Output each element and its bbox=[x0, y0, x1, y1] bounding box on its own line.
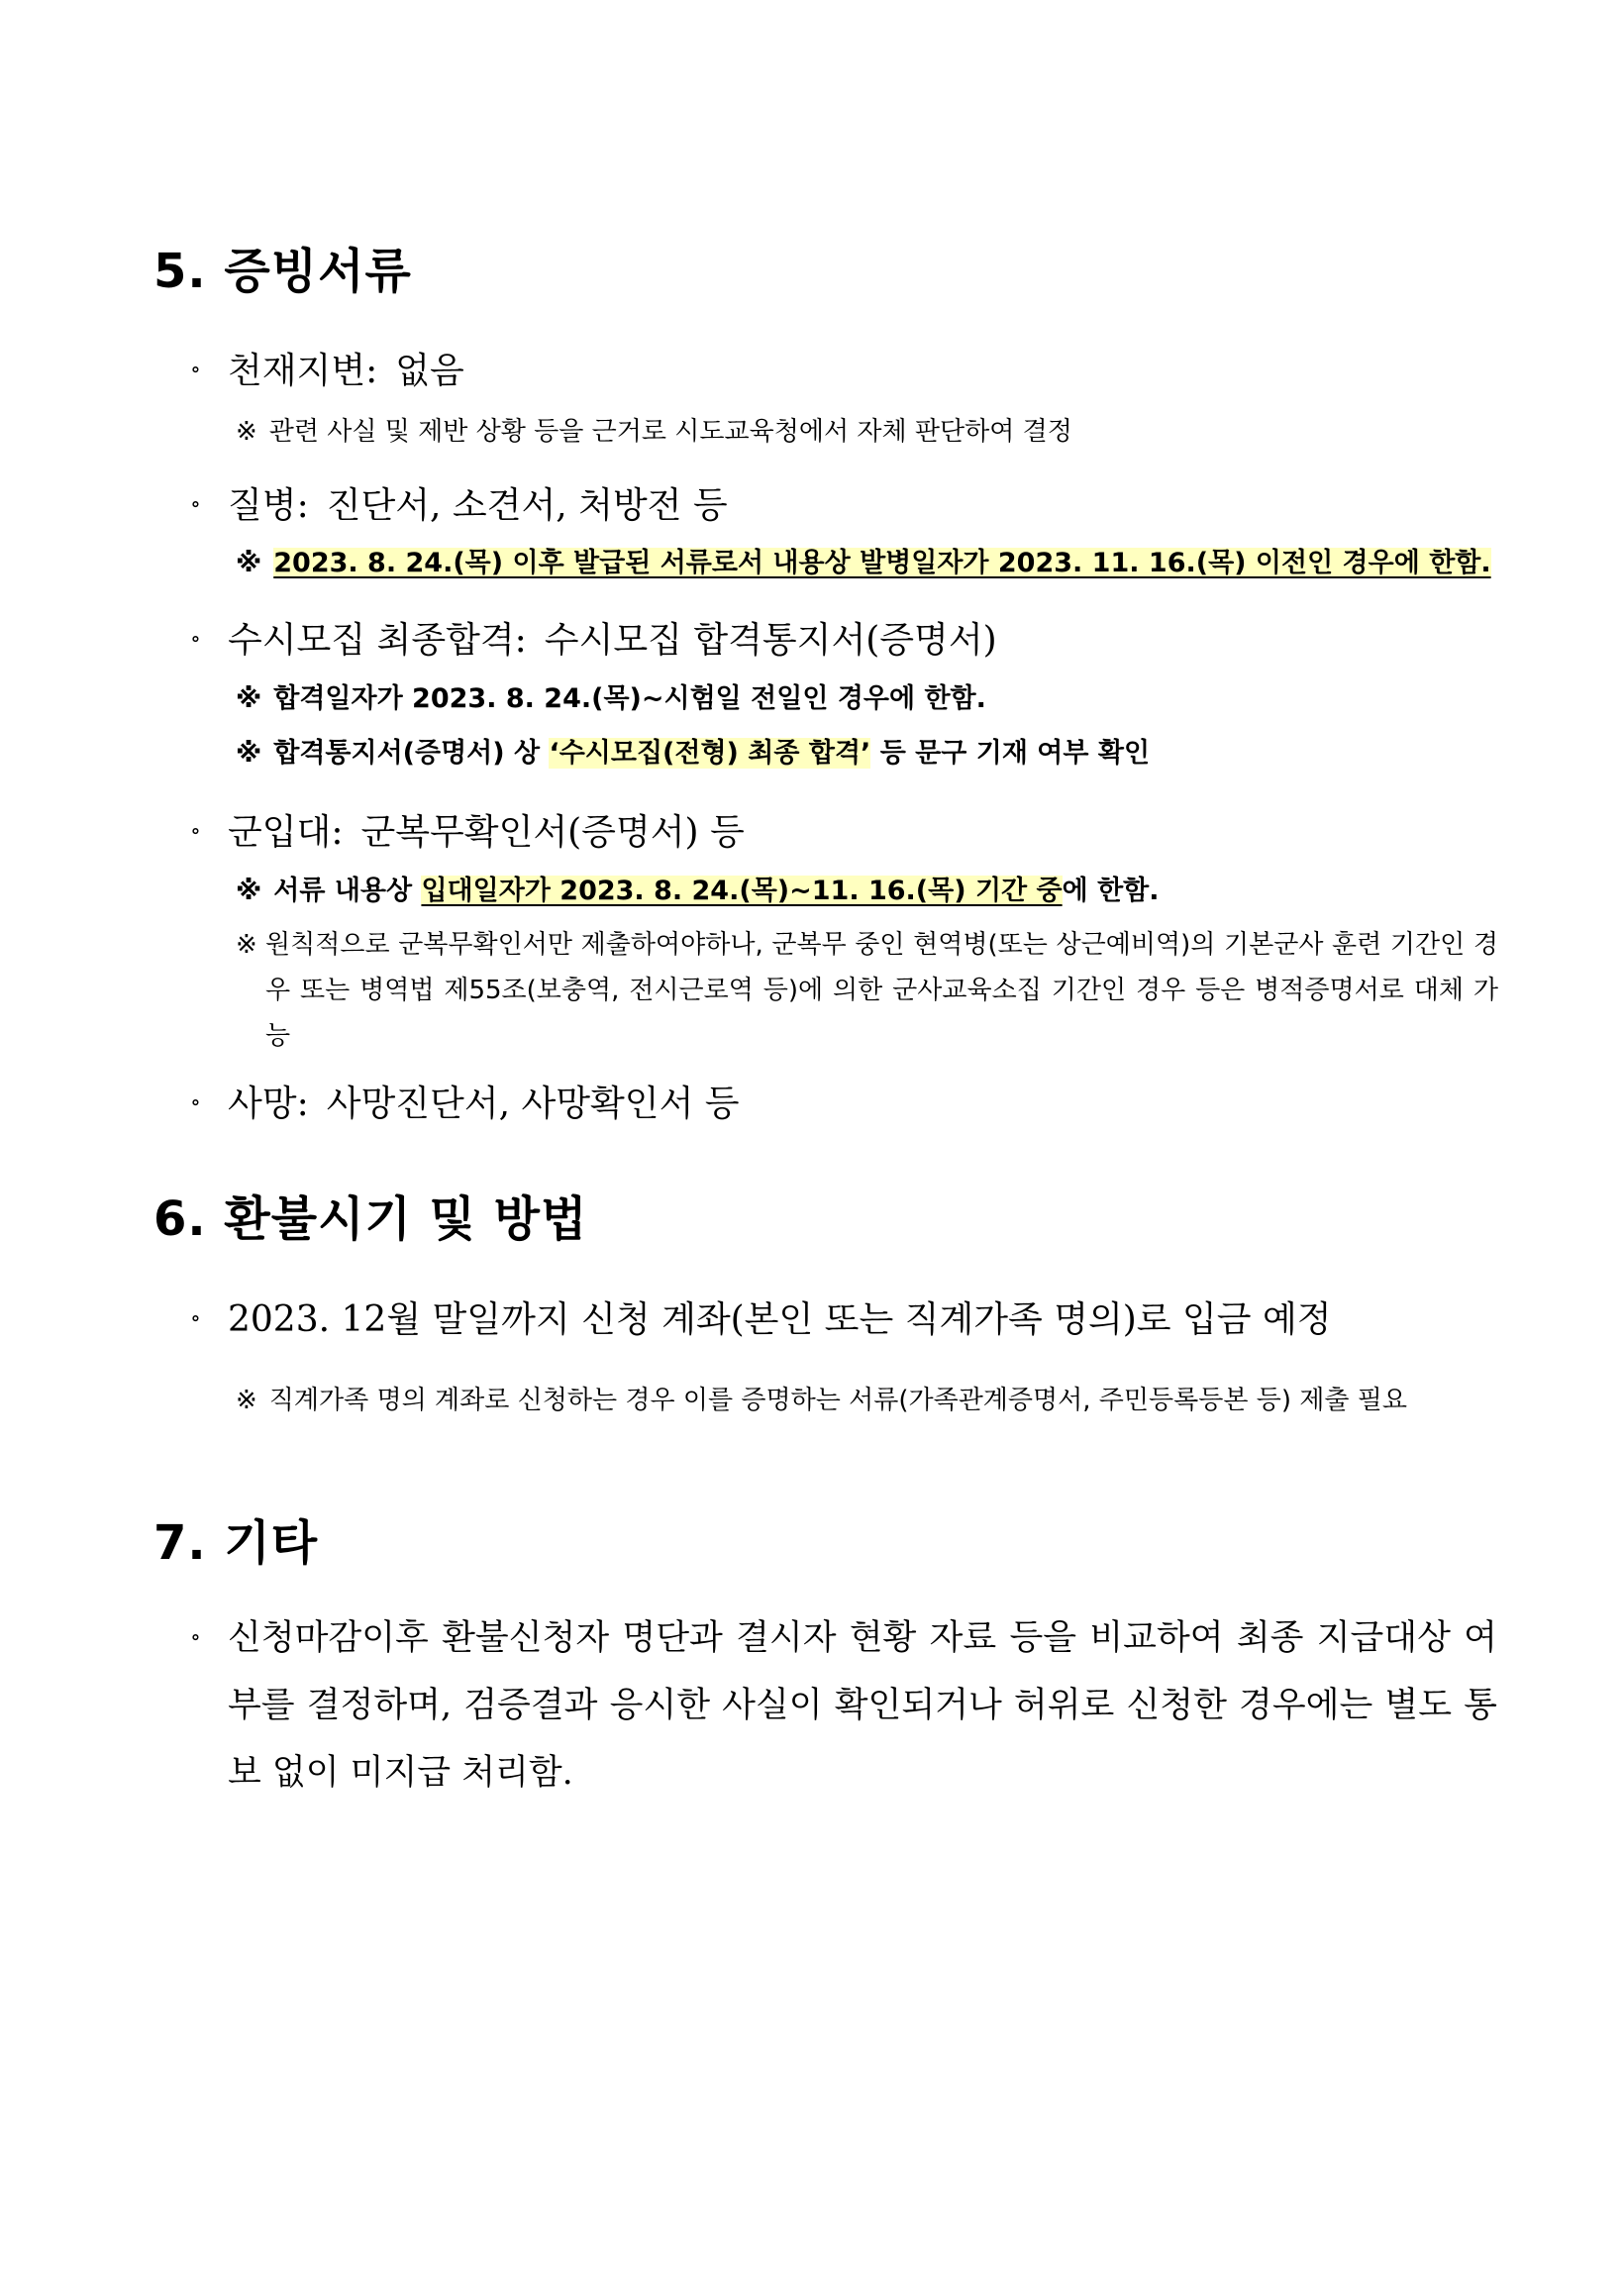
note-early-admission-1 bbox=[236, 679, 986, 719]
bullet-desc: 군복무확인서(증명서) 등 bbox=[360, 812, 745, 853]
note-text: 관련 사실 및 제반 상황 등을 근거로 시도교육청에서 자체 판단하여 결정 bbox=[268, 417, 1072, 447]
note-illness bbox=[236, 544, 1491, 583]
bullet-desc: 사망진단서, 사망확인서 등 bbox=[326, 1084, 740, 1124]
bullet-term: 군입대 : bbox=[228, 812, 360, 853]
note-disaster bbox=[236, 412, 1072, 452]
bullet-desc: 수시모집 합격통지서(증명서) bbox=[544, 620, 997, 661]
bullet-mark: ∘ bbox=[190, 358, 201, 382]
bullet-desc: 2023. 12월 말일까지 신청 계좌(본인 또는 직계가족 명의)로 입금 예정 bbox=[228, 1299, 1332, 1340]
section-7-title: 7. 기타 bbox=[153, 1515, 319, 1571]
note-text: 에 한함. bbox=[1062, 876, 1160, 906]
paragraph-text: 신청마감이후 환불신청자 명단과 결시자 현황 자료 등을 비교하여 최종 지급대상 여부를 결정하며, 검증결과 응시한 사실이 확인되거나 허위로 신청한 경우에는 별도 통보 없이 미지급 처리함. bbox=[228, 1618, 1497, 1793]
reference-mark: ※ bbox=[236, 1386, 257, 1415]
section-6-title: 6. 환불시기 및 방법 bbox=[153, 1191, 588, 1247]
highlighted-note-text: 입대일자가 2023. 8. 24.(목)~11. 16.(목) 기간 중 bbox=[421, 876, 1063, 906]
note-military-1 bbox=[236, 872, 1160, 911]
reference-mark: ※ bbox=[236, 548, 262, 578]
bullet-mark: ∘ bbox=[190, 627, 201, 652]
bullet-term: 천재지변 : bbox=[228, 351, 395, 391]
bullet-mark: ∘ bbox=[190, 492, 201, 517]
bullet-early-admission bbox=[190, 618, 997, 663]
bullet-desc: 없음 bbox=[395, 351, 464, 391]
reference-mark: ※ bbox=[236, 683, 262, 714]
paragraph-other bbox=[190, 1604, 1497, 1807]
bullet-term: 수시모집 최종합격 : bbox=[228, 620, 545, 661]
note-text: 합격일자가 2023. 8. 24.(목)~시험일 전일인 경우에 한함. bbox=[273, 683, 986, 714]
bullet-military bbox=[190, 810, 745, 855]
bullet-term: 질병 : bbox=[228, 485, 327, 526]
section-5-title: 5. 증빙서류 bbox=[153, 244, 412, 299]
highlighted-note-text: ‘수시모집(전형) 최종 합격’ bbox=[549, 738, 871, 769]
bullet-desc: 진단서, 소견서, 처방전 등 bbox=[326, 485, 728, 526]
bullet-illness bbox=[190, 483, 728, 528]
bullet-term: 사망 : bbox=[228, 1084, 327, 1124]
note-text: 서류 내용상 bbox=[273, 876, 422, 906]
note-military-2 bbox=[236, 922, 1498, 1059]
reference-mark: ※ bbox=[236, 876, 262, 906]
reference-mark: ※ bbox=[236, 417, 257, 447]
note-refund-account bbox=[236, 1381, 1407, 1420]
bullet-mark: ∘ bbox=[190, 1625, 201, 1650]
note-text: 합격통지서(증명서) 상 bbox=[273, 738, 550, 769]
note-text: 직계가족 명의 계좌로 신청하는 경우 이를 증명하는 서류(가족관계증명서, 주민등록등본 등) 제출 필요 bbox=[268, 1386, 1408, 1415]
highlighted-note-text: 2023. 8. 24.(목) 이후 발급된 서류로서 내용상 발병일자가 2023. 11. 16.(목) 이전인 경우에 한함. bbox=[273, 548, 1491, 578]
note-early-admission-2 bbox=[236, 734, 1150, 774]
note-text: 원칙적으로 군복무확인서만 제출하여야하나, 군복무 중인 현역병(또는 상근예비역)의 기본군사 훈련 기간인 경우 또는 병역법 제55조(보충역, 전시근로역 등)에 의한 군사교육소집 기간인 경우 등은 병적증명서로 대체 가능 bbox=[265, 930, 1498, 1051]
bullet-mark: ∘ bbox=[190, 819, 201, 844]
bullet-mark: ∘ bbox=[190, 1090, 201, 1115]
bullet-refund-schedule bbox=[190, 1297, 1332, 1342]
note-text: 등 문구 기재 여부 확인 bbox=[870, 738, 1151, 769]
bullet-disaster bbox=[190, 349, 464, 393]
bullet-death bbox=[190, 1082, 740, 1126]
reference-mark: ※ bbox=[236, 738, 262, 769]
bullet-mark: ∘ bbox=[190, 1306, 201, 1331]
reference-mark: ※ bbox=[236, 930, 257, 960]
